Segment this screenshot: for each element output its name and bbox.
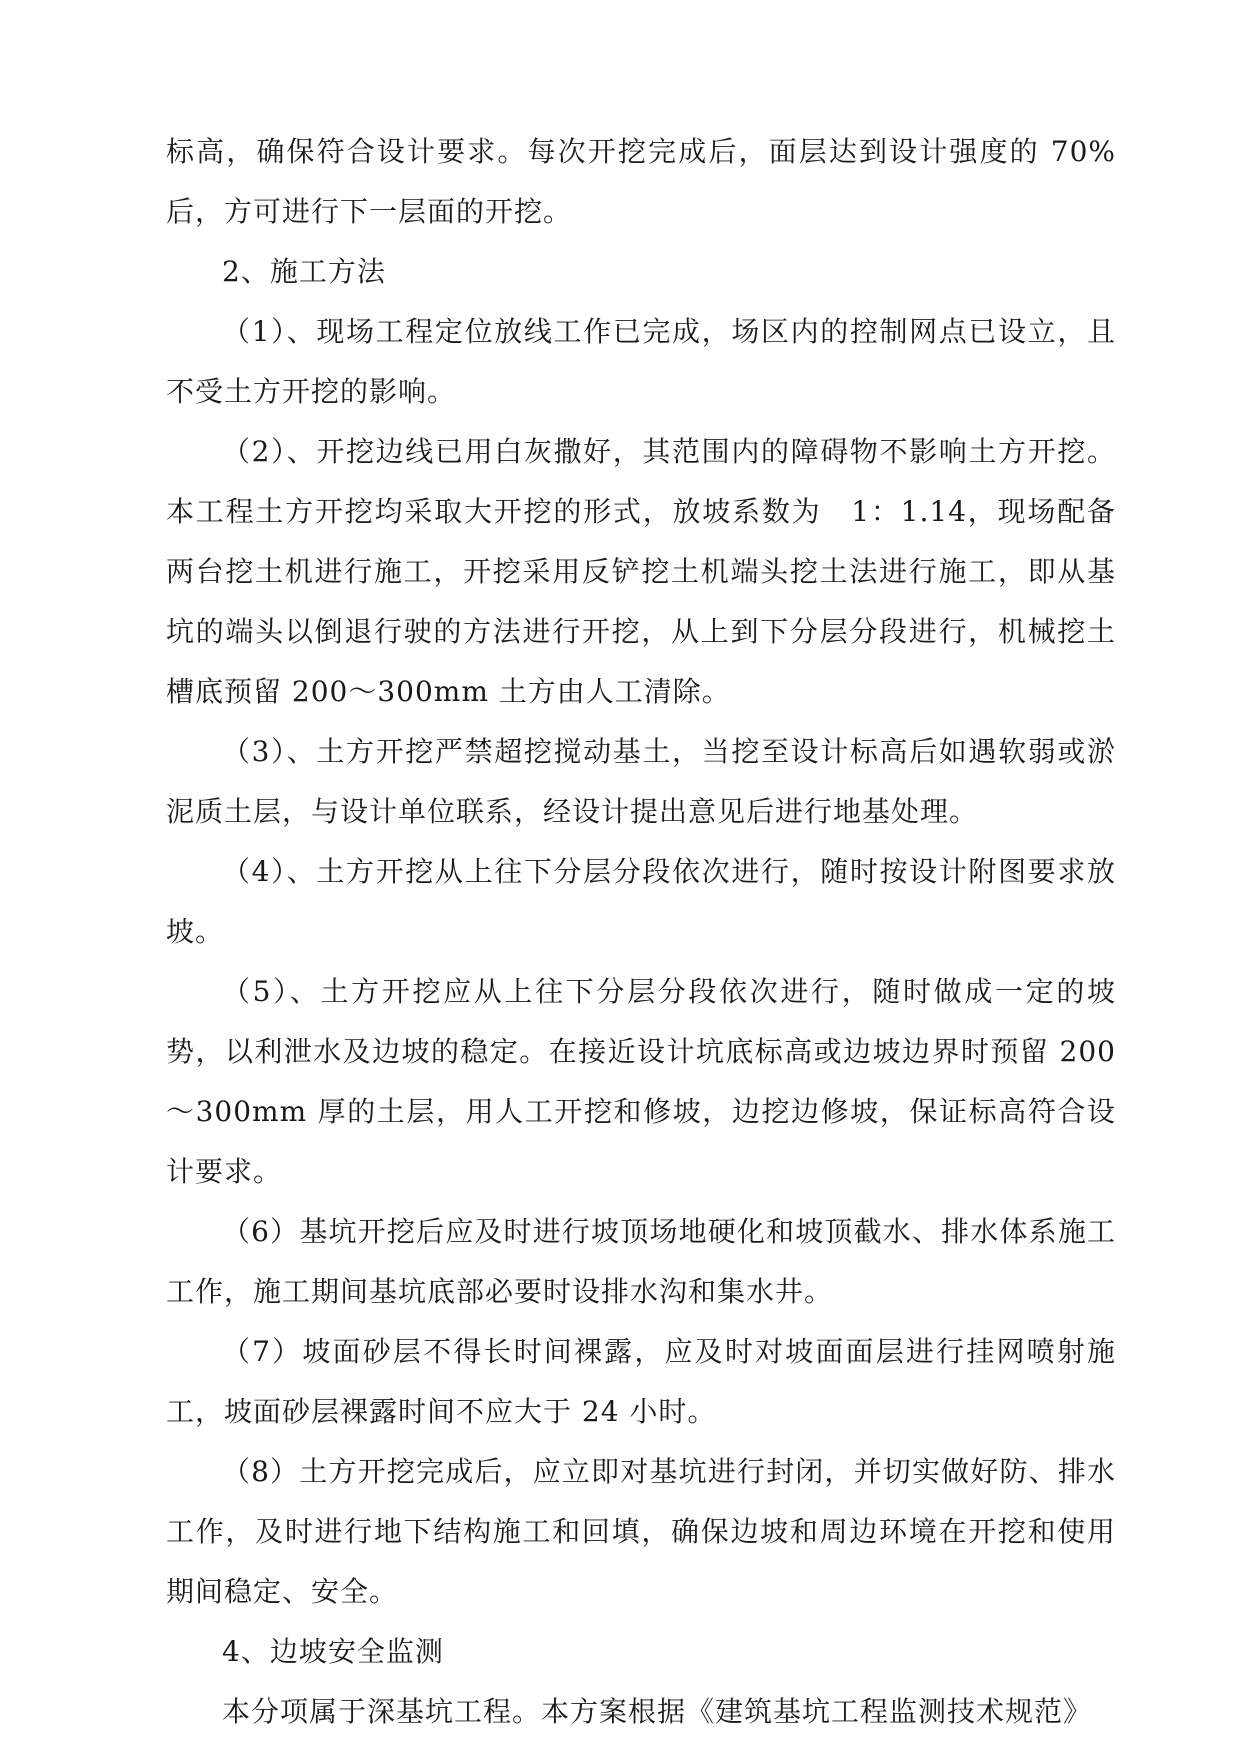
paragraph-item-1: （1）、现场工程定位放线工作已完成，场区内的控制网点已设立，且不受土方开挖的影响。 <box>166 315 1116 408</box>
paragraph-item-5: （5）、土方开挖应从上往下分层分段依次进行，随时做成一定的坡势，以利泄水及边坡的稳定。在接近设计坑底标高或边坡边界时预留 200～300mm 厚的土层，用人工开挖和修坡，边挖边修坡，保证标高符合设计要求。 <box>166 975 1116 1188</box>
paragraph-item-4: （4）、土方开挖从上往下分层分段依次进行，随时按设计附图要求放坡。 <box>166 855 1116 948</box>
section-heading-construction-method: 2、施工方法 <box>222 255 386 288</box>
paragraph-monitoring-intro: 本分项属于深基坑工程。本方案根据《建筑基坑工程监测技术规范》 <box>222 1695 1093 1728</box>
section-heading-slope-monitoring: 4、边坡安全监测 <box>222 1635 444 1668</box>
document-page <box>166 122 1116 1742</box>
paragraph-item-2: （2）、开挖边线已用白灰撒好，其范围内的障碍物不影响土方开挖。本工程土方开挖均采取大开挖的形式，放坡系数为 1：1.14，现场配备两台挖土机进行施工，开挖采用反铲挖土机端头挖土法进行施工，即从基坑的端头以倒退行驶的方法进行开挖，从上到下分层分段进行，机械挖土槽底预留 200～300mm 土方由人工清除。 <box>166 435 1116 708</box>
paragraph-item-7: （7）坡面砂层不得长时间裸露，应及时对坡面面层进行挂网喷射施工，坡面砂层裸露时间不应大于 24 小时。 <box>166 1335 1116 1428</box>
paragraph-item-8: （8）土方开挖完成后，应立即对基坑进行封闭，并切实做好防、排水工作，及时进行地下结构施工和回填，确保边坡和周边环境在开挖和使用期间稳定、安全。 <box>166 1455 1116 1608</box>
paragraph-continuation: 标高，确保符合设计要求。每次开挖完成后，面层达到设计强度的 70%后，方可进行下一层面的开挖。 <box>166 135 1116 228</box>
paragraph-item-6: （6）基坑开挖后应及时进行坡顶场地硬化和坡顶截水、排水体系施工工作，施工期间基坑底部必要时设排水沟和集水井。 <box>166 1215 1116 1308</box>
paragraph-item-3: （3）、土方开挖严禁超挖搅动基土，当挖至设计标高后如遇软弱或淤泥质土层，与设计单位联系，经设计提出意见后进行地基处理。 <box>166 735 1116 828</box>
